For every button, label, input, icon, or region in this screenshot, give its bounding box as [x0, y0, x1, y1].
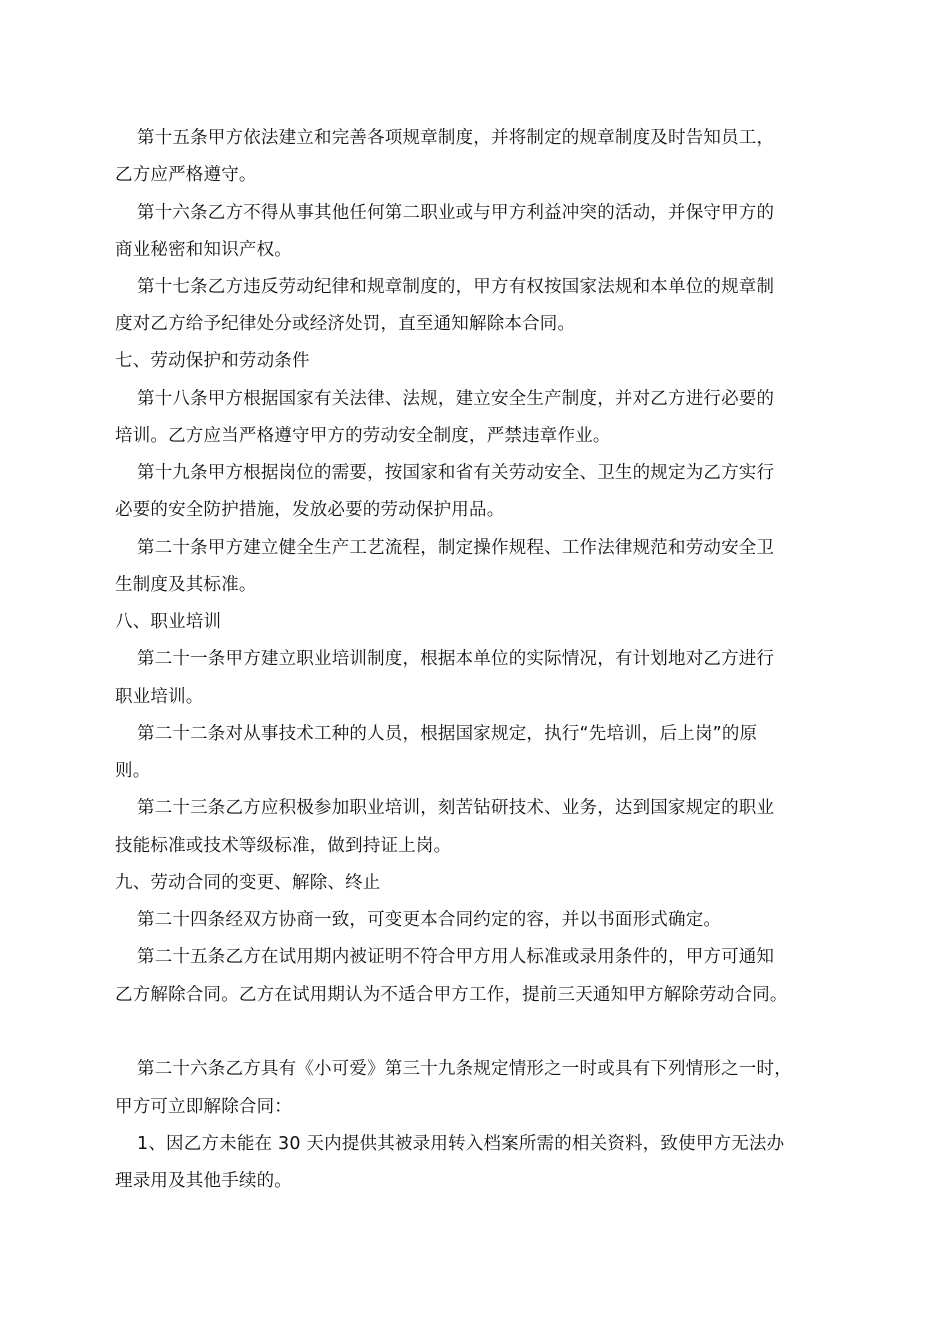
paragraph-line: 度对乙方给予纪律处分或经济处罚，直至通知解除本合同。 [115, 314, 576, 334]
paragraph-line: 第十五条甲方依法建立和完善各项规章制度，并将制定的规章制度及时告知员工， [137, 128, 775, 148]
paragraph-line: 则。 [115, 761, 151, 781]
paragraph-line: 乙方应严格遵守。 [115, 165, 257, 185]
paragraph-line: 职业培训。 [115, 687, 204, 707]
paragraph-line: 乙方解除合同。乙方在试用期认为不适合甲方工作，提前三天通知甲方解除劳动合同。 [115, 985, 788, 1005]
section-heading: 七、劳动保护和劳动条件 [115, 351, 310, 371]
paragraph-line: 第二十五条乙方在试用期内被证明不符合甲方用人标准或录用条件的，甲方可通知 [137, 947, 775, 967]
list-item-line: 1、因乙方未能在 30 天内提供其被录用转入档案所需的相关资料，致使甲方无法办 [137, 1134, 785, 1154]
paragraph-line: 第十八条甲方根据国家有关法律、法规，建立安全生产制度，并对乙方进行必要的 [137, 389, 775, 409]
paragraph-line: 第十七条乙方违反劳动纪律和规章制度的，甲方有权按国家法规和本单位的规章制 [137, 277, 775, 297]
paragraph-line: 第二十四条经双方协商一致，可变更本合同约定的容，并以书面形式确定。 [137, 910, 722, 930]
paragraph-line: 第十九条甲方根据岗位的需要，按国家和省有关劳动安全、卫生的规定为乙方实行 [137, 463, 775, 483]
paragraph-line: 商业秘密和知识产权。 [115, 240, 292, 260]
paragraph-line: 第二十条甲方建立健全生产工艺流程，制定操作规程、工作法律规范和劳动安全卫 [137, 538, 775, 558]
paragraph-line: 第十六条乙方不得从事其他任何第二职业或与甲方利益冲突的活动，并保守甲方的 [137, 203, 775, 223]
paragraph-line: 第二十一条甲方建立职业培训制度，根据本单位的实际情况，有计划地对乙方进行 [137, 649, 775, 669]
paragraph-line: 培训。乙方应当严格遵守甲方的劳动安全制度，严禁违章作业。 [115, 426, 611, 446]
section-heading: 九、劳动合同的变更、解除、终止 [115, 873, 381, 893]
paragraph-line: 必要的安全防护措施，发放必要的劳动保护用品。 [115, 500, 505, 520]
paragraph-line: 第二十三条乙方应积极参加职业培训，刻苦钻研技术、业务，达到国家规定的职业 [137, 798, 775, 818]
list-item-line: 理录用及其他手续的。 [115, 1171, 292, 1191]
paragraph-line: 技能标准或技术等级标准，做到持证上岗。 [115, 836, 452, 856]
section-heading: 八、职业培训 [115, 612, 222, 632]
paragraph-line: 第二十二条对从事技术工种的人员，根据国家规定，执行“先培训，后上岗”的原 [137, 724, 758, 744]
paragraph-line: 甲方可立即解除合同： [115, 1097, 292, 1117]
paragraph-line: 生制度及其标准。 [115, 575, 257, 595]
paragraph-line: 第二十六条乙方具有《小可爱》第三十九条规定情形之一时或具有下列情形之一时， [137, 1059, 792, 1079]
